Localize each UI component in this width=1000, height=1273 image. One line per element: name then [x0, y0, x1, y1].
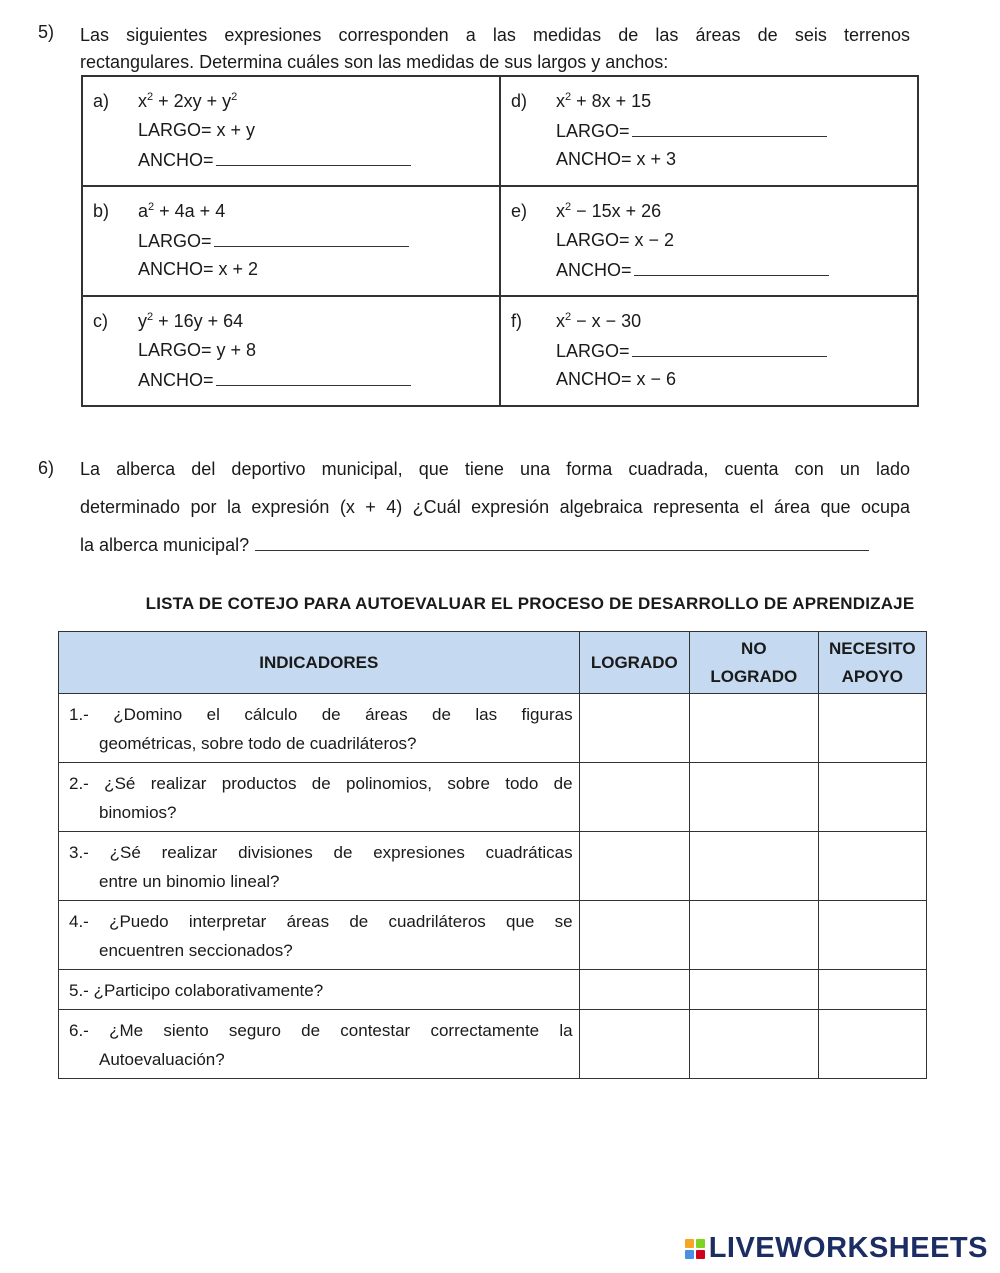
question-5-text — [80, 22, 910, 76]
terreno-cell-b — [82, 186, 500, 296]
largo-value: x + y — [216, 120, 256, 140]
no-logrado-checkbox-cell[interactable] — [689, 694, 818, 763]
question-6-line-2: determinado por la expresión (x + 4) ¿Cuál expresión algebraica representa el área que ocupa — [80, 497, 910, 517]
question-6-answer-blank[interactable] — [255, 534, 869, 551]
logo-square-3 — [685, 1250, 694, 1259]
question-6-number: 6) — [38, 458, 55, 478]
terreno-label: f) — [511, 311, 522, 331]
logrado-checkbox-cell[interactable] — [579, 901, 689, 970]
largo-answer-blank[interactable] — [632, 120, 827, 137]
table-row — [59, 970, 927, 1010]
ancho-answer-blank[interactable] — [216, 369, 411, 386]
terreno-expression: $x^2 + 2xy + y^2$ — [138, 91, 238, 111]
largo-answer-blank[interactable] — [632, 340, 827, 357]
ancho-value: x + 2 — [218, 259, 259, 279]
areas-table — [81, 75, 919, 407]
question-5-number: 5) — [38, 22, 55, 42]
checklist-table — [58, 631, 927, 1079]
terreno-label: c) — [93, 311, 108, 331]
no-logrado-checkbox-cell[interactable] — [689, 901, 818, 970]
ancho-line: ANCHO= — [138, 369, 411, 391]
largo-value: x − 2 — [634, 230, 675, 250]
largo-line: LARGO= y + 8 — [138, 340, 257, 360]
terreno-expression: $x^2 - x - 30$ — [556, 311, 642, 331]
no-logrado-checkbox-cell[interactable] — [689, 1010, 818, 1079]
indicator-cell: 4.- ¿Puedo interpretar áreas de cuadriláteros que se encuentren seccionados? — [59, 901, 580, 970]
terreno-cell-a — [82, 76, 500, 186]
logo-square-2 — [696, 1239, 705, 1248]
logo-square-1 — [685, 1239, 694, 1248]
necesito-apoyo-checkbox-cell[interactable] — [818, 901, 926, 970]
logrado-checkbox-cell[interactable] — [579, 1010, 689, 1079]
header-no-logrado: NO LOGRADO — [689, 632, 818, 694]
terreno-expression: $x^2 - 15x + 26$ — [556, 201, 662, 221]
table-row — [59, 832, 927, 901]
ancho-line: ANCHO= x + 3 — [556, 149, 677, 169]
question-6-text — [80, 450, 910, 564]
indicator-cell: 5.- ¿Participo colaborativamente? — [59, 970, 580, 1010]
liveworksheets-brand — [685, 1232, 988, 1265]
necesito-apoyo-checkbox-cell[interactable] — [818, 970, 926, 1010]
largo-line: LARGO= — [556, 120, 827, 142]
largo-value: y + 8 — [216, 340, 257, 360]
no-logrado-checkbox-cell[interactable] — [689, 763, 818, 832]
logrado-checkbox-cell[interactable] — [579, 694, 689, 763]
question-6-line-1: La alberca del deportivo municipal, que tiene una forma cuadrada, cuenta con un lado — [80, 459, 910, 479]
indicator-cell: 3.- ¿Sé realizar divisiones de expresiones cuadráticas entre un binomio lineal? — [59, 832, 580, 901]
liveworksheets-logo-icon — [685, 1239, 705, 1259]
logrado-checkbox-cell[interactable] — [579, 832, 689, 901]
logrado-checkbox-cell[interactable] — [579, 970, 689, 1010]
ancho-line: ANCHO= — [556, 259, 829, 281]
header-necesito-apoyo: NECESITO APOYO — [818, 632, 926, 694]
ancho-line: ANCHO= x + 2 — [138, 259, 259, 279]
logrado-checkbox-cell[interactable] — [579, 763, 689, 832]
question-5-line-1: Las siguientes expresiones corresponden a las medidas de las áreas de seis terrenos — [80, 25, 910, 45]
no-logrado-checkbox-cell[interactable] — [689, 832, 818, 901]
terreno-expression: $y^2 + 16y + 64$ — [138, 311, 244, 331]
largo-line: LARGO= — [138, 230, 409, 252]
checklist-title: LISTA DE COTEJO PARA AUTOEVALUAR EL PROCESO DE DESARROLLO DE APRENDIZAJE — [145, 594, 915, 613]
necesito-apoyo-checkbox-cell[interactable] — [818, 1010, 926, 1079]
necesito-apoyo-checkbox-cell[interactable] — [818, 694, 926, 763]
ancho-value: x + 3 — [636, 149, 677, 169]
header-logrado: LOGRADO — [579, 632, 689, 694]
necesito-apoyo-checkbox-cell[interactable] — [818, 832, 926, 901]
largo-line: LARGO= — [556, 340, 827, 362]
indicator-cell: 1.- ¿Domino el cálculo de áreas de las figuras geométricas, sobre todo de cuadriláteros? — [59, 694, 580, 763]
no-logrado-checkbox-cell[interactable] — [689, 970, 818, 1010]
question-5-line-2: rectangulares. Determina cuáles son las medidas de sus largos y anchos: — [80, 52, 669, 72]
indicator-cell: 2.- ¿Sé realizar productos de polinomios, sobre todo de binomios? — [59, 763, 580, 832]
ancho-answer-blank[interactable] — [216, 149, 411, 166]
terreno-cell-c — [82, 296, 500, 406]
logo-square-4 — [696, 1250, 705, 1259]
terreno-label: d) — [511, 91, 528, 111]
necesito-apoyo-checkbox-cell[interactable] — [818, 763, 926, 832]
largo-line: LARGO= x + y — [138, 120, 256, 140]
ancho-line: ANCHO= — [138, 149, 411, 171]
terreno-label: a) — [93, 91, 110, 111]
ancho-value: x − 6 — [636, 369, 677, 389]
table-row — [59, 901, 927, 970]
largo-answer-blank[interactable] — [214, 230, 409, 247]
terreno-cell-f — [500, 296, 918, 406]
ancho-line: ANCHO= x − 6 — [556, 369, 677, 389]
terreno-label: b) — [93, 201, 110, 221]
terreno-cell-e — [500, 186, 918, 296]
largo-line: LARGO= x − 2 — [556, 230, 675, 250]
table-row — [59, 1010, 927, 1079]
terreno-cell-d — [500, 76, 918, 186]
terreno-expression: $x^2 + 8x + 15$ — [556, 91, 652, 111]
brand-name: LIVEWORKSHEETS — [708, 1232, 988, 1264]
header-indicadores: INDICADORES — [59, 632, 580, 694]
terreno-label: e) — [511, 201, 528, 221]
checklist-header-row — [59, 632, 927, 694]
table-row — [59, 763, 927, 832]
table-row — [59, 694, 927, 763]
question-6-line-3: la alberca municipal? — [80, 535, 869, 555]
ancho-answer-blank[interactable] — [634, 259, 829, 276]
terreno-expression: $a^2 + 4a + 4$ — [138, 201, 226, 221]
indicator-cell: 6.- ¿Me siento seguro de contestar correctamente la Autoevaluación? — [59, 1010, 580, 1079]
